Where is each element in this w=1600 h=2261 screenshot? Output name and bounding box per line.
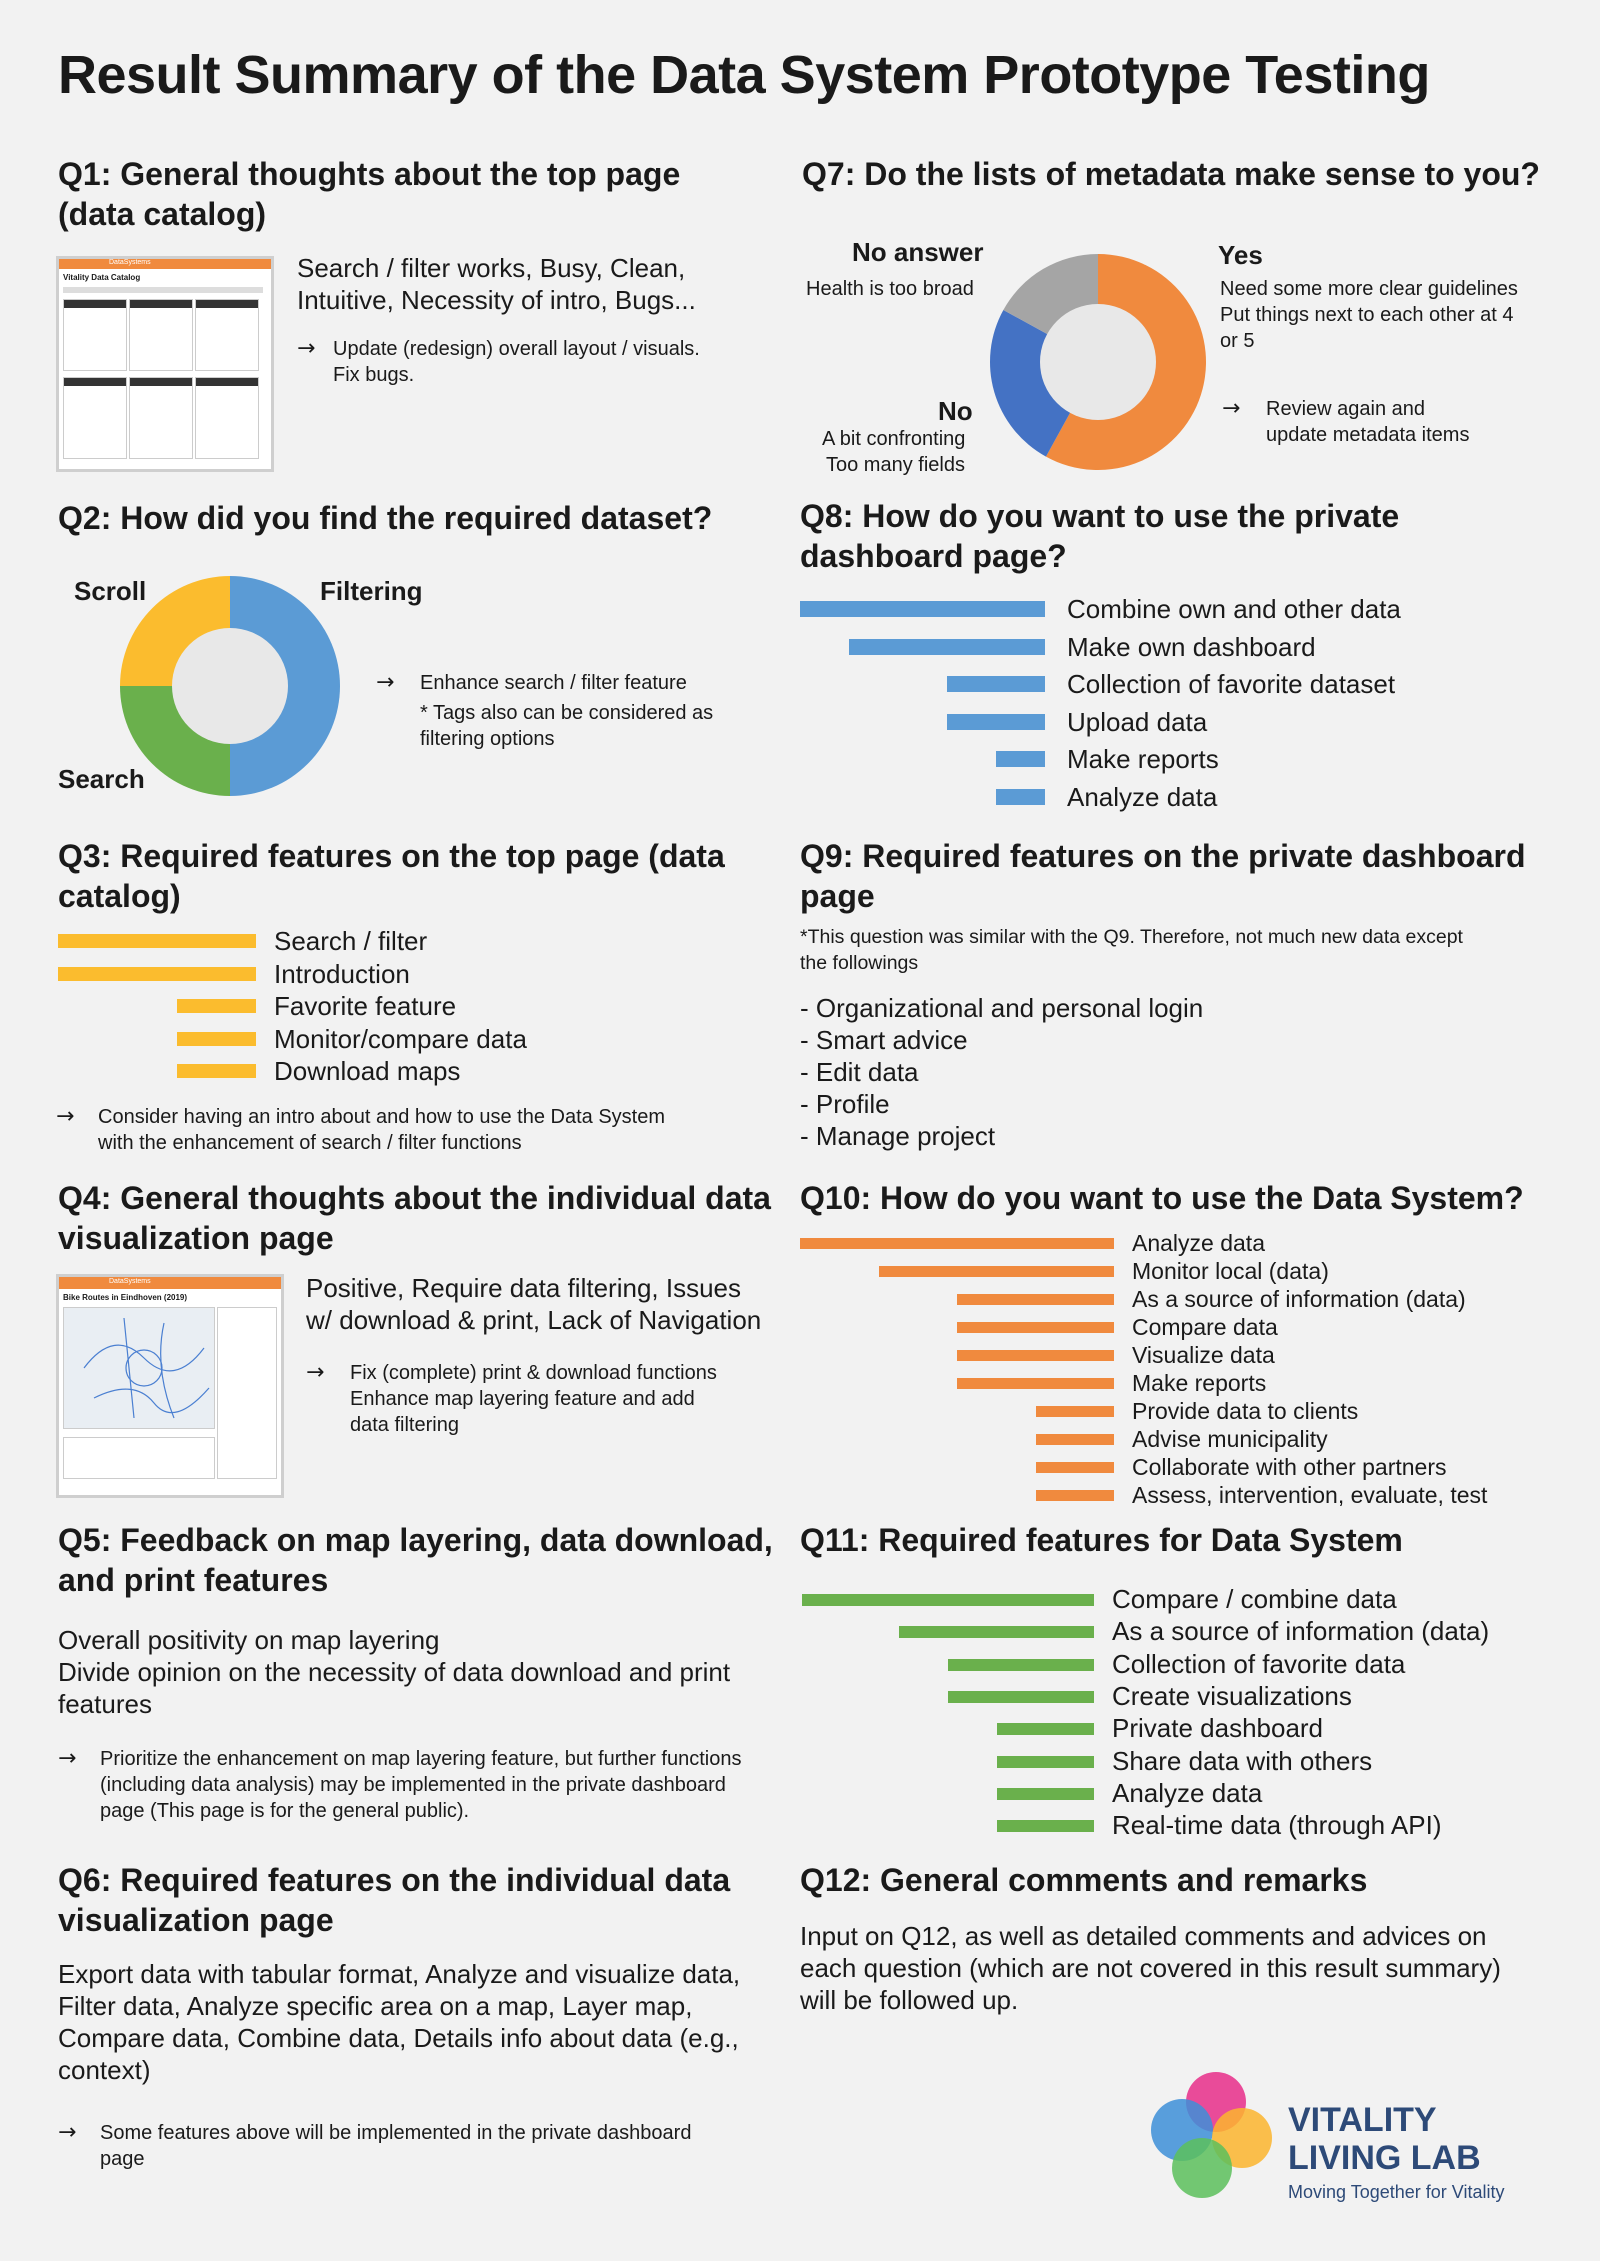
q1-summary: Search / filter works, Busy, Clean, Intuitive, Necessity of intro, Bugs...	[297, 253, 696, 315]
q4-screenshot-thumbnail	[56, 1274, 284, 1498]
bar	[58, 934, 256, 948]
thumb-comments	[63, 1437, 215, 1479]
q4-action-3: data filtering	[350, 1414, 459, 1436]
q4-action-1: Fix (complete) print & download functions	[350, 1362, 717, 1384]
q12-line-1: Input on Q12, as well as detailed comments and advices on	[800, 1921, 1487, 1951]
q3-action-1: Consider having an intro about and how to use the Data System	[98, 1106, 666, 1128]
bar	[800, 601, 1045, 617]
q5-action-2: (including data analysis) may be implemented in the private dashboard	[100, 1774, 726, 1796]
q2-donut-chart	[118, 574, 342, 798]
q7-action-1: Review again and	[1266, 398, 1425, 420]
q12-line-3: will be followed up.	[800, 1985, 1019, 2015]
q9-item: - Edit data	[800, 1057, 919, 1087]
bar-label: Create visualizations	[1112, 1680, 1352, 1711]
q6-action-2: page	[100, 2148, 145, 2170]
bar	[1036, 1406, 1115, 1417]
q7-no-note-2: Too many fields	[826, 454, 965, 476]
bar-label: Provide data to clients	[1132, 1398, 1359, 1424]
q7-no-label: No	[938, 396, 973, 426]
bar	[957, 1350, 1114, 1361]
q5-action-1: Prioritize the enhancement on map layering feature, but further functions	[100, 1748, 742, 1770]
thumb-map	[63, 1307, 215, 1429]
arrow-right-icon: →	[58, 1746, 77, 1771]
thumb-app-name: DataSystems	[109, 259, 151, 266]
q12-line-2: each question (which are not covered in this result summary)	[800, 1953, 1501, 1983]
page-title: Result Summary of the Data System Prototype Testing	[58, 45, 1430, 105]
bar-label: Make own dashboard	[1067, 631, 1316, 662]
bar-label: Download maps	[274, 1056, 461, 1086]
bar	[996, 789, 1045, 805]
bar	[177, 1032, 256, 1046]
bar	[800, 1238, 1114, 1249]
q7-yes-note-1: Need some more clear guidelines	[1220, 278, 1518, 300]
bar	[899, 1626, 1094, 1638]
bar	[997, 1820, 1094, 1832]
bar	[997, 1756, 1094, 1768]
bar-label: Introduction	[274, 958, 410, 989]
q9-item: - Smart advice	[800, 1025, 968, 1055]
bar-label: Search / filter	[274, 926, 428, 956]
q4-summary-2: w/ download & print, Lack of Navigation	[306, 1305, 762, 1335]
thumb-card	[129, 299, 193, 371]
q5-action-3: page (This page is for the general public).	[100, 1800, 470, 1822]
q9-title: Q9: Required features on the private dashboard page	[800, 838, 1526, 914]
q2-action-3: filtering options	[420, 728, 555, 750]
logo-line-1: VITALITY	[1288, 2101, 1437, 2139]
q2-filtering-label: Filtering	[320, 576, 423, 606]
bar	[177, 1064, 256, 1078]
q7-donut-chart	[988, 252, 1208, 472]
bar-label: As a source of information (data)	[1132, 1286, 1466, 1312]
bar-label: As a source of information (data)	[1112, 1616, 1490, 1647]
bar	[177, 999, 256, 1013]
q7-no-answer-note: Health is too broad	[806, 278, 974, 300]
q10-title: Q10: How do you want to use the Data System?	[800, 1180, 1524, 1216]
bar-label: Share data with others	[1112, 1745, 1373, 1776]
bar	[948, 1691, 1094, 1703]
bar-label: Assess, intervention, evaluate, test	[1132, 1482, 1488, 1508]
q11-title: Q11: Required features for Data System	[800, 1522, 1403, 1558]
thumb-header-bar	[59, 259, 271, 269]
thumb-card	[63, 377, 127, 459]
bar	[957, 1322, 1114, 1333]
arrow-right-icon: →	[56, 1104, 75, 1129]
thumb-card	[63, 299, 127, 371]
q1-screenshot-thumbnail	[56, 256, 274, 472]
donut-hole	[1040, 304, 1156, 420]
map-routes-drawing	[64, 1308, 214, 1428]
q7-yes-note-3: or 5	[1220, 330, 1255, 352]
donut-hole	[172, 628, 288, 744]
bar-label: Favorite feature	[274, 991, 457, 1021]
logo-line-2: LIVING LAB	[1288, 2139, 1481, 2177]
q6-line-4: context)	[58, 2055, 151, 2085]
bar	[996, 751, 1045, 767]
thumb-card	[129, 377, 193, 459]
bar	[957, 1378, 1114, 1389]
q9-note-1: *This question was similar with the Q9. Therefore, not much new data except	[800, 926, 1463, 948]
q9-item: - Organizational and personal login	[800, 993, 1204, 1023]
q4-summary-1: Positive, Require data filtering, Issues	[306, 1273, 741, 1303]
q5-line-1: Overall positivity on map layering	[58, 1625, 440, 1655]
q6-action-1: Some features above will be implemented in the private dashboard	[100, 2122, 692, 2144]
q2-action-2: * Tags also can be considered as	[420, 702, 714, 724]
q6-title: Q6: Required features on the individual data visualization page	[58, 1862, 731, 1938]
bar-label: Collection of favorite data	[1112, 1648, 1406, 1679]
bar	[947, 714, 1045, 730]
q5-line-2: Divide opinion on the necessity of data download and print	[58, 1657, 731, 1687]
q5-line-3: features	[58, 1689, 152, 1719]
bar	[957, 1294, 1114, 1305]
q6-line-1: Export data with tabular format, Analyze and visualize data,	[58, 1959, 741, 1989]
q12-title: Q12: General comments and remarks	[800, 1862, 1368, 1898]
q3-action-2: with the enhancement of search / filter functions	[98, 1132, 522, 1154]
bar-label: Visualize data	[1132, 1342, 1275, 1368]
q2-action-1: Enhance search / filter feature	[420, 672, 687, 694]
arrow-right-icon: →	[376, 670, 395, 695]
bar-label: Analyze data	[1067, 781, 1218, 812]
thumb-app-name: DataSystems	[109, 1278, 151, 1285]
vitality-logo-icon	[1138, 2064, 1280, 2206]
bar-label: Collaborate with other partners	[1132, 1454, 1447, 1480]
bar	[1036, 1490, 1115, 1501]
q7-action-2: update metadata items	[1266, 424, 1470, 446]
bar-label: Monitor/compare data	[274, 1023, 527, 1054]
bar-label: Advise municipality	[1132, 1426, 1328, 1452]
bar-label: Monitor local (data)	[1132, 1258, 1329, 1284]
q3-title: Q3: Required features on the top page (data catalog)	[58, 838, 725, 914]
q9-item: - Manage project	[800, 1121, 996, 1151]
q9-note-2: the followings	[800, 952, 919, 974]
bar	[1036, 1434, 1115, 1445]
q6-line-3: Compare data, Combine data, Details info about data (e.g.,	[58, 2023, 739, 2053]
q8-title: Q8: How do you want to use the private dashboard page?	[800, 498, 1400, 574]
thumb-search-bar	[63, 287, 263, 293]
q4-title: Q4: General thoughts about the individual data visualization page	[58, 1180, 771, 1256]
bar-label: Compare data	[1132, 1314, 1278, 1340]
thumb-title: Bike Routes in Eindhoven (2019)	[63, 1293, 188, 1302]
q4-action-2: Enhance map layering feature and add	[350, 1388, 695, 1410]
bar-label: Combine own and other data	[1067, 594, 1401, 624]
q6-line-2: Filter data, Analyze specific area on a map, Layer map,	[58, 1991, 693, 2021]
arrow-right-icon: →	[297, 336, 316, 361]
bar	[947, 676, 1045, 692]
q7-title: Q7: Do the lists of metadata make sense to you?	[802, 156, 1540, 192]
bar-label: Make reports	[1132, 1370, 1267, 1396]
bar	[1036, 1462, 1115, 1473]
bar-label: Collection of favorite dataset	[1067, 669, 1396, 699]
bar	[802, 1594, 1094, 1606]
bar	[997, 1723, 1094, 1735]
q7-no-answer-label: No answer	[852, 237, 984, 267]
q2-title: Q2: How did you find the required dataset?	[58, 500, 713, 536]
bar	[879, 1266, 1115, 1277]
logo-tagline: Moving Together for Vitality	[1288, 2182, 1505, 2202]
bar-label: Private dashboard	[1112, 1713, 1324, 1744]
q5-title: Q5: Feedback on map layering, data download, and print features	[58, 1522, 773, 1598]
q2-search-label: Search	[58, 764, 145, 794]
bar-label: Compare / combine data	[1112, 1584, 1397, 1614]
q1-action-1: Update (redesign) overall layout / visuals.	[333, 338, 700, 360]
q1-action-2: Fix bugs.	[333, 364, 415, 386]
bar	[58, 967, 256, 981]
q9-item: - Profile	[800, 1089, 890, 1119]
q1-title: Q1: General thoughts about the top page (data catalog)	[58, 156, 681, 232]
bar	[997, 1788, 1094, 1800]
bar	[948, 1659, 1094, 1671]
arrow-right-icon: →	[58, 2120, 77, 2145]
thumb-card	[195, 377, 259, 459]
thumb-header-bar	[59, 1277, 281, 1289]
bar-label: Upload data	[1067, 706, 1208, 737]
bar-label: Analyze data	[1112, 1777, 1263, 1808]
thumb-side-panel	[217, 1307, 277, 1479]
thumb-card	[195, 299, 259, 371]
q7-yes-note-2: Put things next to each other at 4	[1220, 304, 1514, 326]
q2-scroll-label: Scroll	[74, 576, 147, 606]
bar	[849, 639, 1045, 655]
bar-label: Analyze data	[1132, 1230, 1265, 1256]
bar-label: Make reports	[1067, 744, 1219, 774]
arrow-right-icon: →	[1222, 396, 1241, 421]
q7-yes-label: Yes	[1218, 240, 1263, 270]
arrow-right-icon: →	[306, 1360, 325, 1385]
thumb-title: Vitality Data Catalog	[63, 273, 141, 282]
bar-label: Real-time data (through API)	[1112, 1810, 1442, 1841]
q7-no-note-1: A bit confronting	[822, 428, 966, 450]
